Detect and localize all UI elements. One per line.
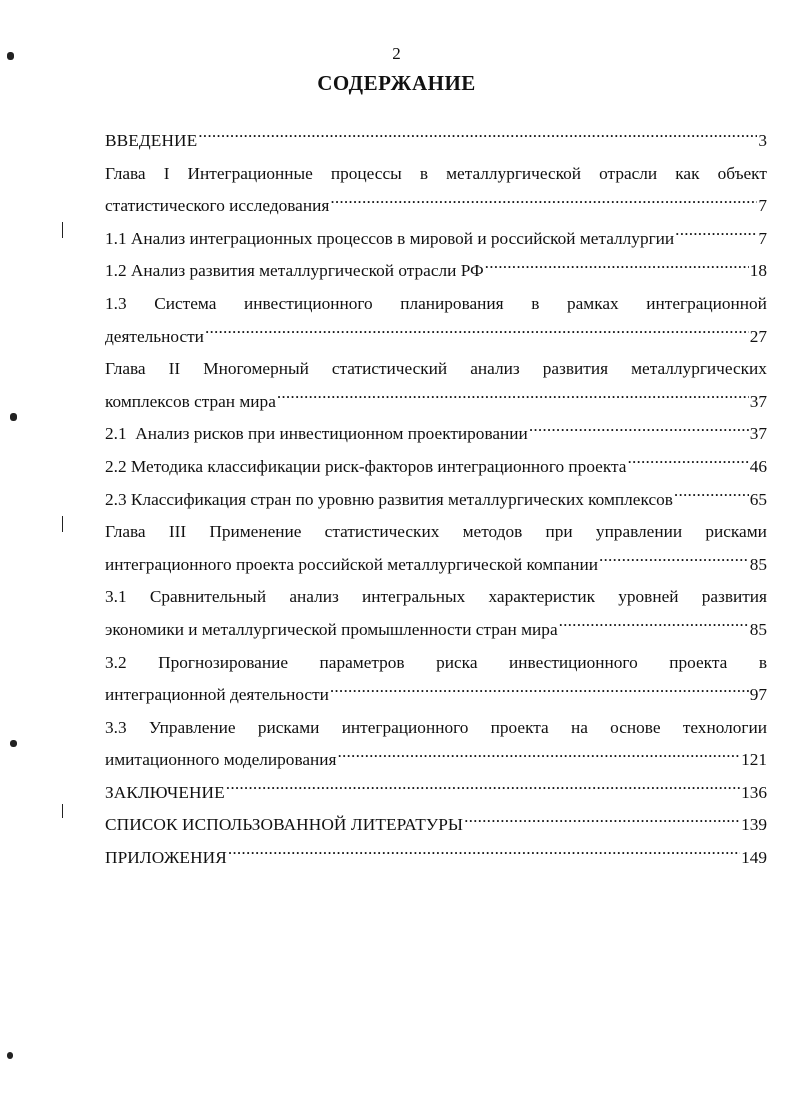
toc-entry-appendices: ПРИЛОЖЕНИЯ ..... 149 (105, 842, 767, 875)
toc-entry-section-3-3: 3.3 Управление рисками интеграционного проекта на основе технологии (105, 717, 767, 737)
toc-entry-section-1-3-cont: деятельности ..... 27 (105, 321, 767, 354)
scan-mark (62, 804, 63, 818)
toc-entry-section-1-1: 1.1 Анализ интеграционных процессов в мировой и российской металлургии ..... 7 (105, 223, 767, 256)
page-number: 2 (392, 44, 401, 63)
toc-entry-section-2-3: 2.3 Классификация стран по уровню развития металлургических комплексов ..... 65 (105, 484, 767, 517)
toc-entry-chapter-2: Глава II Многомерный статистический анализ развития металлургических (105, 359, 767, 379)
toc-entry-section-3-1-cont: экономики и металлургической промышленности стран мира ..... 85 (105, 614, 767, 647)
toc-entry-chapter-1-cont: статистического исследования ..... 7 (105, 190, 767, 223)
toc-entry-chapter-3: Глава III Применение статистических методов при управлении рисками (105, 522, 767, 542)
toc-entry-introduction: ВВЕДЕНИЕ ..... 3 (105, 125, 767, 158)
toc-entry-references: СПИСОК ИСПОЛЬЗОВАННОЙ ЛИТЕРАТУРЫ ..... 139 (105, 809, 767, 842)
toc-entry-section-3-2-cont: интеграционной деятельности ..... 97 (105, 679, 767, 712)
scan-mark (10, 413, 17, 421)
toc-entry-section-3-3-cont: имитационного моделирования ..... 121 (105, 744, 767, 777)
toc-entry-conclusion: ЗАКЛЮЧЕНИЕ ..... 136 (105, 777, 767, 810)
scan-mark (62, 222, 63, 238)
scan-mark (62, 516, 63, 532)
toc-entry-section-2-2: 2.2 Методика классификации риск-факторов интеграционного проекта ..... 46 (105, 451, 767, 484)
toc-entry-chapter-3-cont: интеграционного проекта российской металлургической компании ..... 85 (105, 549, 767, 582)
toc-entry-section-1-2: 1.2 Анализ развития металлургической отрасли РФ ..... 18 (105, 255, 767, 288)
toc-entry-section-1-3: 1.3 Система инвестиционного планирования в рамках интеграционной (105, 293, 767, 313)
scan-mark (7, 52, 14, 60)
table-of-contents (105, 125, 767, 875)
toc-entry-section-3-1: 3.1 Сравнительный анализ интегральных характеристик уровней развития (105, 587, 767, 607)
scan-mark (7, 1052, 13, 1059)
page-title: СОДЕРЖАНИЕ (317, 71, 476, 95)
toc-entry-section-3-2: 3.2 Прогнозирование параметров риска инвестиционного проекта в (105, 652, 767, 672)
toc-entry-section-2-1: 2.1 Анализ рисков при инвестиционном проектировании ..... 37 (105, 418, 767, 451)
toc-entry-chapter-1: Глава I Интеграционные процессы в металлургической отрасли как объект (105, 163, 767, 183)
toc-entry-chapter-2-cont: комплексов стран мира ..... 37 (105, 386, 767, 419)
scan-mark (10, 740, 17, 747)
